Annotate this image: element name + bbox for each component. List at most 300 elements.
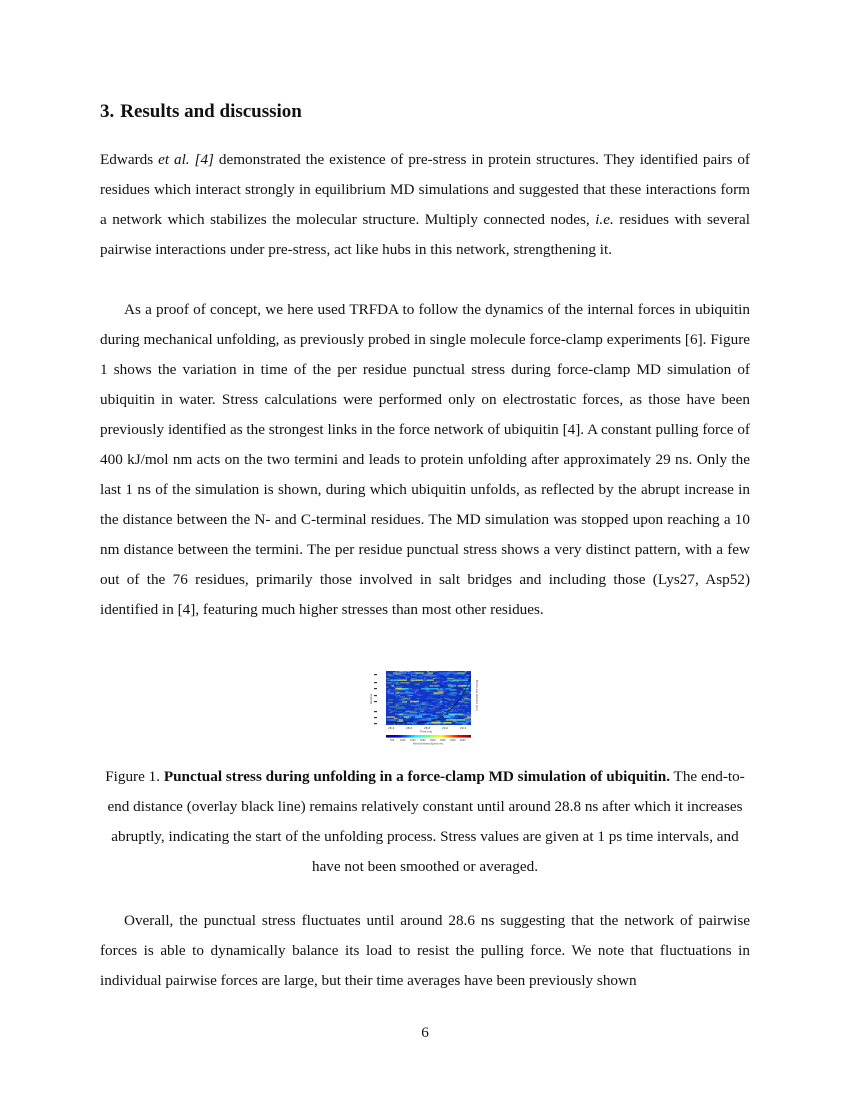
heatmap-cell: [426, 704, 429, 705]
heatmap-cell: [437, 674, 438, 675]
heatmap-cell: [428, 691, 434, 692]
heatmap-cell: [421, 688, 433, 689]
heatmap-cell: [445, 674, 449, 675]
heatmap-cell: [387, 691, 390, 692]
heatmap-cell: [433, 714, 443, 715]
heatmap-cell: [414, 709, 418, 710]
heatmap-cell: [443, 718, 447, 719]
y-tick-marks: [374, 674, 377, 724]
heatmap-cell: [438, 702, 442, 703]
heatmap-cell: [430, 685, 434, 686]
heatmap-cell: [431, 698, 436, 699]
heatmap-cell: [415, 712, 418, 713]
heatmap-cell: [404, 716, 410, 717]
heatmap-cell: [400, 682, 404, 683]
heatmap-cell: [398, 695, 400, 696]
heatmap-cell: [433, 678, 435, 679]
heatmap-cell: [407, 684, 409, 685]
colorbar-tick: 500: [390, 739, 395, 742]
heatmap-cell: [398, 702, 401, 703]
heatmap-cell: [401, 702, 407, 703]
heatmap-cell: [455, 687, 460, 688]
heatmap-cell: [458, 719, 466, 720]
heatmap-cell: [387, 694, 389, 695]
heatmap-cell: [454, 707, 456, 708]
heatmap-cell: [397, 682, 400, 683]
heatmap-cell: [465, 694, 466, 695]
heatmap-cell: [386, 687, 388, 688]
heatmap-cell: [462, 724, 466, 725]
heatmap-cell: [448, 682, 452, 683]
heatmap-cell: [402, 724, 405, 725]
heatmap-cell: [386, 678, 389, 679]
heatmap-cell: [449, 695, 454, 696]
x-tick-label: 28.6: [406, 726, 413, 730]
heatmap-cell: [397, 704, 399, 705]
heatmap-cell: [426, 684, 429, 685]
heatmap-cell: [389, 675, 392, 676]
heatmap-cell: [423, 708, 425, 709]
heatmap: [386, 671, 471, 725]
heatmap-cell: [418, 677, 419, 678]
heatmap-cell: [458, 672, 466, 673]
heatmap-cell: [406, 714, 412, 715]
heatmap-cell: [467, 702, 470, 703]
heatmap-cell: [414, 678, 420, 679]
caption-prefix: Figure 1.: [105, 768, 164, 785]
heatmap-cell: [401, 698, 406, 699]
stress-heatmap-chart: [368, 668, 486, 746]
heatmap-cell: [399, 675, 403, 676]
heatmap-cell: [429, 705, 434, 706]
heatmap-cell: [420, 711, 424, 712]
heatmap-cell: [466, 695, 469, 696]
heatmap-cell: [444, 689, 448, 690]
heatmap-cell: [399, 705, 403, 706]
heatmap-cell: [452, 684, 457, 685]
heatmap-cell: [462, 714, 464, 715]
heatmap-cell: [437, 689, 441, 690]
colorbar-tick: 2500: [430, 739, 436, 742]
heatmap-cell: [394, 689, 397, 690]
heatmap-cell: [395, 677, 398, 678]
heatmap-cell: [406, 691, 408, 692]
heatmap-cell: [436, 712, 440, 713]
heatmap-cell: [397, 721, 404, 722]
heatmap-cell: [452, 688, 462, 689]
heatmap-cell: [407, 699, 411, 700]
heatmap-cell: [412, 684, 415, 685]
heatmap-cell: [465, 698, 469, 699]
heatmap-cell: [447, 680, 454, 681]
heatmap-cell: [414, 719, 419, 720]
heatmap-cell: [415, 691, 417, 692]
heatmap-cell: [438, 719, 446, 720]
heatmap-cell: [444, 697, 448, 698]
heatmap-cell: [440, 675, 442, 676]
heatmap-cell: [404, 704, 407, 705]
heatmap-cell: [448, 714, 460, 715]
heatmap-cell: [463, 708, 465, 709]
heatmap-cell: [436, 704, 437, 705]
heatmap-cell: [405, 711, 411, 712]
heatmap-cell: [410, 689, 416, 690]
heatmap-cell: [457, 718, 460, 719]
x-tick-label: 28.8: [424, 726, 431, 730]
heatmap-cell: [460, 674, 464, 675]
heatmap-cell: [396, 697, 398, 698]
figure-1: [368, 668, 486, 746]
heatmap-cell: [399, 671, 404, 672]
heatmap-cell: [421, 709, 426, 710]
heatmap-cell: [463, 697, 468, 698]
heatmap-cell: [461, 699, 463, 700]
heatmap-cell: [445, 675, 446, 676]
heatmap-cell: [431, 671, 435, 672]
heatmap-cell: [457, 682, 461, 683]
heatmap-cell: [395, 695, 398, 696]
heatmap-cell: [390, 711, 394, 712]
heatmap-cell: [418, 699, 419, 700]
heatmap-cell: [451, 689, 452, 690]
heatmap-cell: [425, 687, 429, 688]
heatmap-cell: [426, 689, 428, 690]
heatmap-cell: [439, 704, 442, 705]
heatmap-cell: [420, 704, 422, 705]
heatmap-cell: [455, 709, 456, 710]
heatmap-cell: [436, 681, 439, 682]
heatmap-cell: [405, 674, 407, 675]
heatmap-cell: [449, 699, 453, 700]
heatmap-cell: [415, 718, 416, 719]
heatmap-cell: [408, 708, 409, 709]
heatmap-cell: [464, 671, 466, 672]
heatmap-cell: [454, 689, 457, 690]
heatmap-cell: [439, 672, 447, 673]
heatmap-cell: [426, 705, 428, 706]
heatmap-cell: [443, 681, 448, 682]
heatmap-cell: [409, 712, 414, 713]
colorbar-tick: 2000: [420, 739, 426, 742]
heatmap-cell: [420, 707, 421, 708]
paragraph-1-text-e: residues with several pairwise interactions under pre-stress, act like hubs in this network, strengthening it.: [100, 211, 751, 258]
heatmap-cell: [427, 712, 432, 713]
heatmap-cell: [416, 694, 421, 695]
heatmap-cell: [417, 718, 419, 719]
heatmap-cell: [387, 682, 389, 683]
heatmap-cell: [446, 707, 452, 708]
heatmap-cell: [425, 714, 432, 715]
heatmap-cell: [427, 697, 429, 698]
heatmap-cell: [399, 694, 403, 695]
heatmap-cell: [447, 684, 451, 685]
heatmap-cell: [417, 684, 419, 685]
heatmap-cell: [387, 716, 395, 717]
heatmap-cell: [417, 695, 422, 696]
heatmap-cell: [419, 714, 426, 715]
heatmap-cell: [441, 698, 442, 699]
heatmap-cell: [429, 704, 433, 705]
heatmap-cell: [448, 678, 454, 679]
heatmap-cell: [467, 687, 469, 688]
heatmap-cell: [391, 685, 394, 686]
x-tick-label: 28.4: [388, 726, 395, 730]
heatmap-cell: [394, 718, 399, 719]
heatmap-cell: [388, 702, 393, 703]
heatmap-cell: [464, 677, 467, 678]
heatmap-cell: [396, 674, 401, 675]
heatmap-cell: [414, 702, 417, 703]
right-axis-label: End-to-end distance (nm): [475, 680, 478, 711]
heatmap-cell: [451, 716, 458, 717]
heatmap-cell: [406, 678, 407, 679]
heatmap-cell: [386, 704, 389, 705]
heatmap-cell: [395, 705, 398, 706]
heatmap-cell: [460, 692, 462, 693]
paragraph-1-ie: i.e.: [595, 211, 614, 228]
caption-text: The end-to-end distance (overlay black line) remains relatively constant until around 28.8 ns after which it increases abruptly, indicating the start of the unfolding process. Stress values are given at 1 ps time intervals, and have not been smoothed or averaged.: [107, 768, 745, 875]
heatmap-cell: [391, 681, 394, 682]
caption-title: Punctual stress during unfolding in a force-clamp MD simulation of ubiquitin.: [163, 768, 671, 785]
heatmap-cell: [411, 678, 413, 679]
heatmap-cell: [457, 705, 459, 706]
heatmap-cell: [408, 695, 413, 696]
heatmap-cell: [422, 681, 426, 682]
heatmap-cell: [399, 699, 404, 700]
heatmap-cell: [436, 699, 441, 700]
heatmap-cell: [411, 704, 412, 705]
heatmap-cell: [452, 687, 454, 688]
heatmap-cell: [452, 694, 453, 695]
heatmap-cell: [440, 708, 445, 709]
heatmap-cell: [393, 674, 394, 675]
heatmap-cell: [396, 719, 399, 720]
heatmap-cell: [401, 688, 408, 689]
colorbar: [386, 735, 471, 738]
heatmap-cell: [425, 724, 429, 725]
heatmap-cell: [459, 680, 468, 681]
heatmap-cell: [442, 711, 444, 712]
heatmap-cell: [461, 687, 462, 688]
heatmap-cell: [445, 716, 450, 717]
heatmap-cell: [463, 689, 468, 690]
heatmap-cell: [409, 697, 411, 698]
heatmap-cell: [450, 704, 452, 705]
x-tick-labels: [388, 726, 466, 730]
heatmap-cell: [453, 680, 460, 681]
heatmap-cell: [394, 681, 397, 682]
heatmap-cell: [454, 675, 457, 676]
heatmap-cell: [440, 721, 453, 722]
heatmap-cell: [445, 709, 448, 710]
heatmap-cell: [445, 705, 447, 706]
section-heading: [100, 101, 302, 123]
heatmap-cell: [394, 680, 400, 681]
heatmap-cell: [466, 707, 469, 708]
heatmap-cell: [444, 724, 450, 725]
heatmap-cell: [428, 711, 433, 712]
heatmap-cell: [432, 724, 434, 725]
heatmap-cell: [398, 711, 401, 712]
heatmap-cell: [445, 698, 450, 699]
heatmap-cell: [427, 708, 431, 709]
x-tick-label: 29.0: [442, 726, 449, 730]
heatmap-cell: [424, 675, 430, 676]
heatmap-cell: [415, 674, 416, 675]
heatmap-cell: [425, 708, 426, 709]
figure-caption: [100, 762, 750, 882]
heatmap-cell: [435, 716, 436, 717]
heatmap-cell: [414, 708, 419, 709]
heatmap-cell: [418, 675, 423, 676]
heatmap-cell: [415, 671, 416, 672]
heatmap-cell: [395, 671, 397, 672]
heatmap-cell: [386, 681, 389, 682]
heatmap-cell: [414, 722, 416, 723]
heatmap-cell: [448, 718, 450, 719]
heatmap-cell: [432, 718, 437, 719]
heatmap-cell: [388, 709, 390, 710]
heatmap-cell: [403, 677, 405, 678]
heatmap-cell: [449, 698, 452, 699]
heatmap-cell: [438, 695, 440, 696]
heatmap-cell: [402, 675, 406, 676]
heatmap-cell: [398, 697, 402, 698]
heatmap-cell: [448, 671, 452, 672]
heatmap-cell: [463, 699, 468, 700]
heatmap-cell: [440, 685, 448, 686]
heatmap-cell: [423, 714, 424, 715]
heatmap-cell: [462, 684, 468, 685]
heatmap-cell: [446, 677, 451, 678]
heatmap-cell: [403, 712, 408, 713]
heatmap-cell: [403, 709, 406, 710]
heatmap-cell: [399, 714, 403, 715]
heatmap-cell: [408, 672, 409, 673]
heatmap-cell: [440, 701, 442, 702]
heatmap-cell: [391, 694, 396, 695]
heatmap-cell: [430, 677, 432, 678]
heatmap-cell: [390, 708, 393, 709]
heatmap-cell: [387, 692, 394, 693]
heatmap-cell: [428, 722, 430, 723]
heatmap-cell: [450, 718, 454, 719]
heatmap-cell: [399, 692, 406, 693]
heatmap-cell: [463, 709, 465, 710]
heatmap-cell: [467, 712, 470, 713]
colorbar-tick: 3500: [450, 739, 456, 742]
heatmap-cell: [458, 709, 461, 710]
colorbar-label: Punctual stress (kJ/mol nm): [413, 742, 443, 746]
heatmap-cell: [395, 698, 398, 699]
heatmap-cell: [433, 707, 437, 708]
paragraph-1-text-c: demonstrated the existence of pre-stress in protein structures. They identified pairs of residues which interact strongly in equilibrium MD simulations and suggested that these interactions form a network which stabilizes the molecular structure. Multiply connected nodes,: [100, 151, 750, 228]
heatmap-cell: [464, 701, 471, 702]
heatmap-cell: [410, 702, 411, 703]
heatmap-cell: [450, 692, 457, 693]
colorbar-tick: 3000: [440, 739, 446, 742]
heatmap-cell: [414, 675, 417, 676]
heatmap-cell: [441, 712, 442, 713]
heatmap-cell: [440, 678, 443, 679]
heatmap-cell: [434, 694, 439, 695]
heatmap-cell: [413, 705, 415, 706]
heatmap-cell: [387, 674, 392, 675]
heatmap-cell: [413, 680, 415, 681]
heatmap-cell: [461, 709, 462, 710]
heatmap-cell: [391, 697, 393, 698]
heatmap-cell: [408, 704, 410, 705]
heatmap-cell: [391, 718, 393, 719]
heatmap-cell: [432, 722, 441, 723]
colorbar-tick: 1500: [410, 739, 416, 742]
heatmap-cell: [405, 677, 409, 678]
heatmap-cell: [389, 689, 394, 690]
heatmap-cell: [458, 685, 468, 686]
heatmap-cell: [427, 671, 429, 672]
heatmap-cell: [456, 695, 462, 696]
heatmap-cell: [467, 691, 470, 692]
heatmap-cell: [461, 691, 463, 692]
heatmap-cell: [444, 702, 447, 703]
heatmap-cell: [421, 715, 422, 716]
heatmap-cell: [414, 724, 418, 725]
heatmap-cell: [417, 704, 419, 705]
heatmap-cell: [411, 674, 412, 675]
heatmap-cell: [454, 674, 459, 675]
heatmap-cell: [429, 697, 433, 698]
heatmap-cell: [446, 719, 456, 720]
heatmap-cell: [414, 707, 420, 708]
x-tick-label: 29.2: [460, 726, 467, 730]
heatmap-cell: [423, 677, 427, 678]
heatmap-cell: [465, 678, 469, 679]
heatmap-cell: [393, 724, 395, 725]
heatmap-cell: [398, 707, 402, 708]
heatmap-cell: [388, 677, 389, 678]
heatmap-cell: [427, 698, 431, 699]
heatmap-cell: [443, 688, 445, 689]
heatmap-cell: [424, 678, 426, 679]
heatmap-cell: [389, 712, 393, 713]
heatmap-cell: [416, 672, 424, 673]
y-axis-label: Residue: [370, 693, 373, 704]
colorbar-tick: 4000: [460, 739, 466, 742]
heatmap-cell: [445, 715, 451, 716]
heatmap-cell: [416, 698, 420, 699]
heatmap-cell: [438, 691, 443, 692]
heatmap-cell: [421, 718, 426, 719]
heatmap-cell: [445, 701, 447, 702]
heatmap-cell: [467, 699, 471, 700]
heatmap-cell: [406, 718, 409, 719]
heatmap-cell: [447, 694, 449, 695]
heatmap-cell: [461, 711, 465, 712]
heatmap-cell: [453, 704, 459, 705]
heatmap-cell: [415, 716, 422, 717]
heatmap-cell: [452, 702, 453, 703]
heatmap-cell: [394, 709, 395, 710]
heatmap-cell: [410, 716, 411, 717]
heatmap-cell: [390, 684, 395, 685]
heatmap-cell: [415, 692, 416, 693]
heatmap-cell: [440, 695, 445, 696]
heatmap-cell: [406, 694, 411, 695]
heatmap-cell: [464, 714, 472, 715]
heatmap-cell: [462, 705, 467, 706]
heatmap-cell: [456, 722, 465, 723]
heatmap-cell: [434, 677, 440, 678]
